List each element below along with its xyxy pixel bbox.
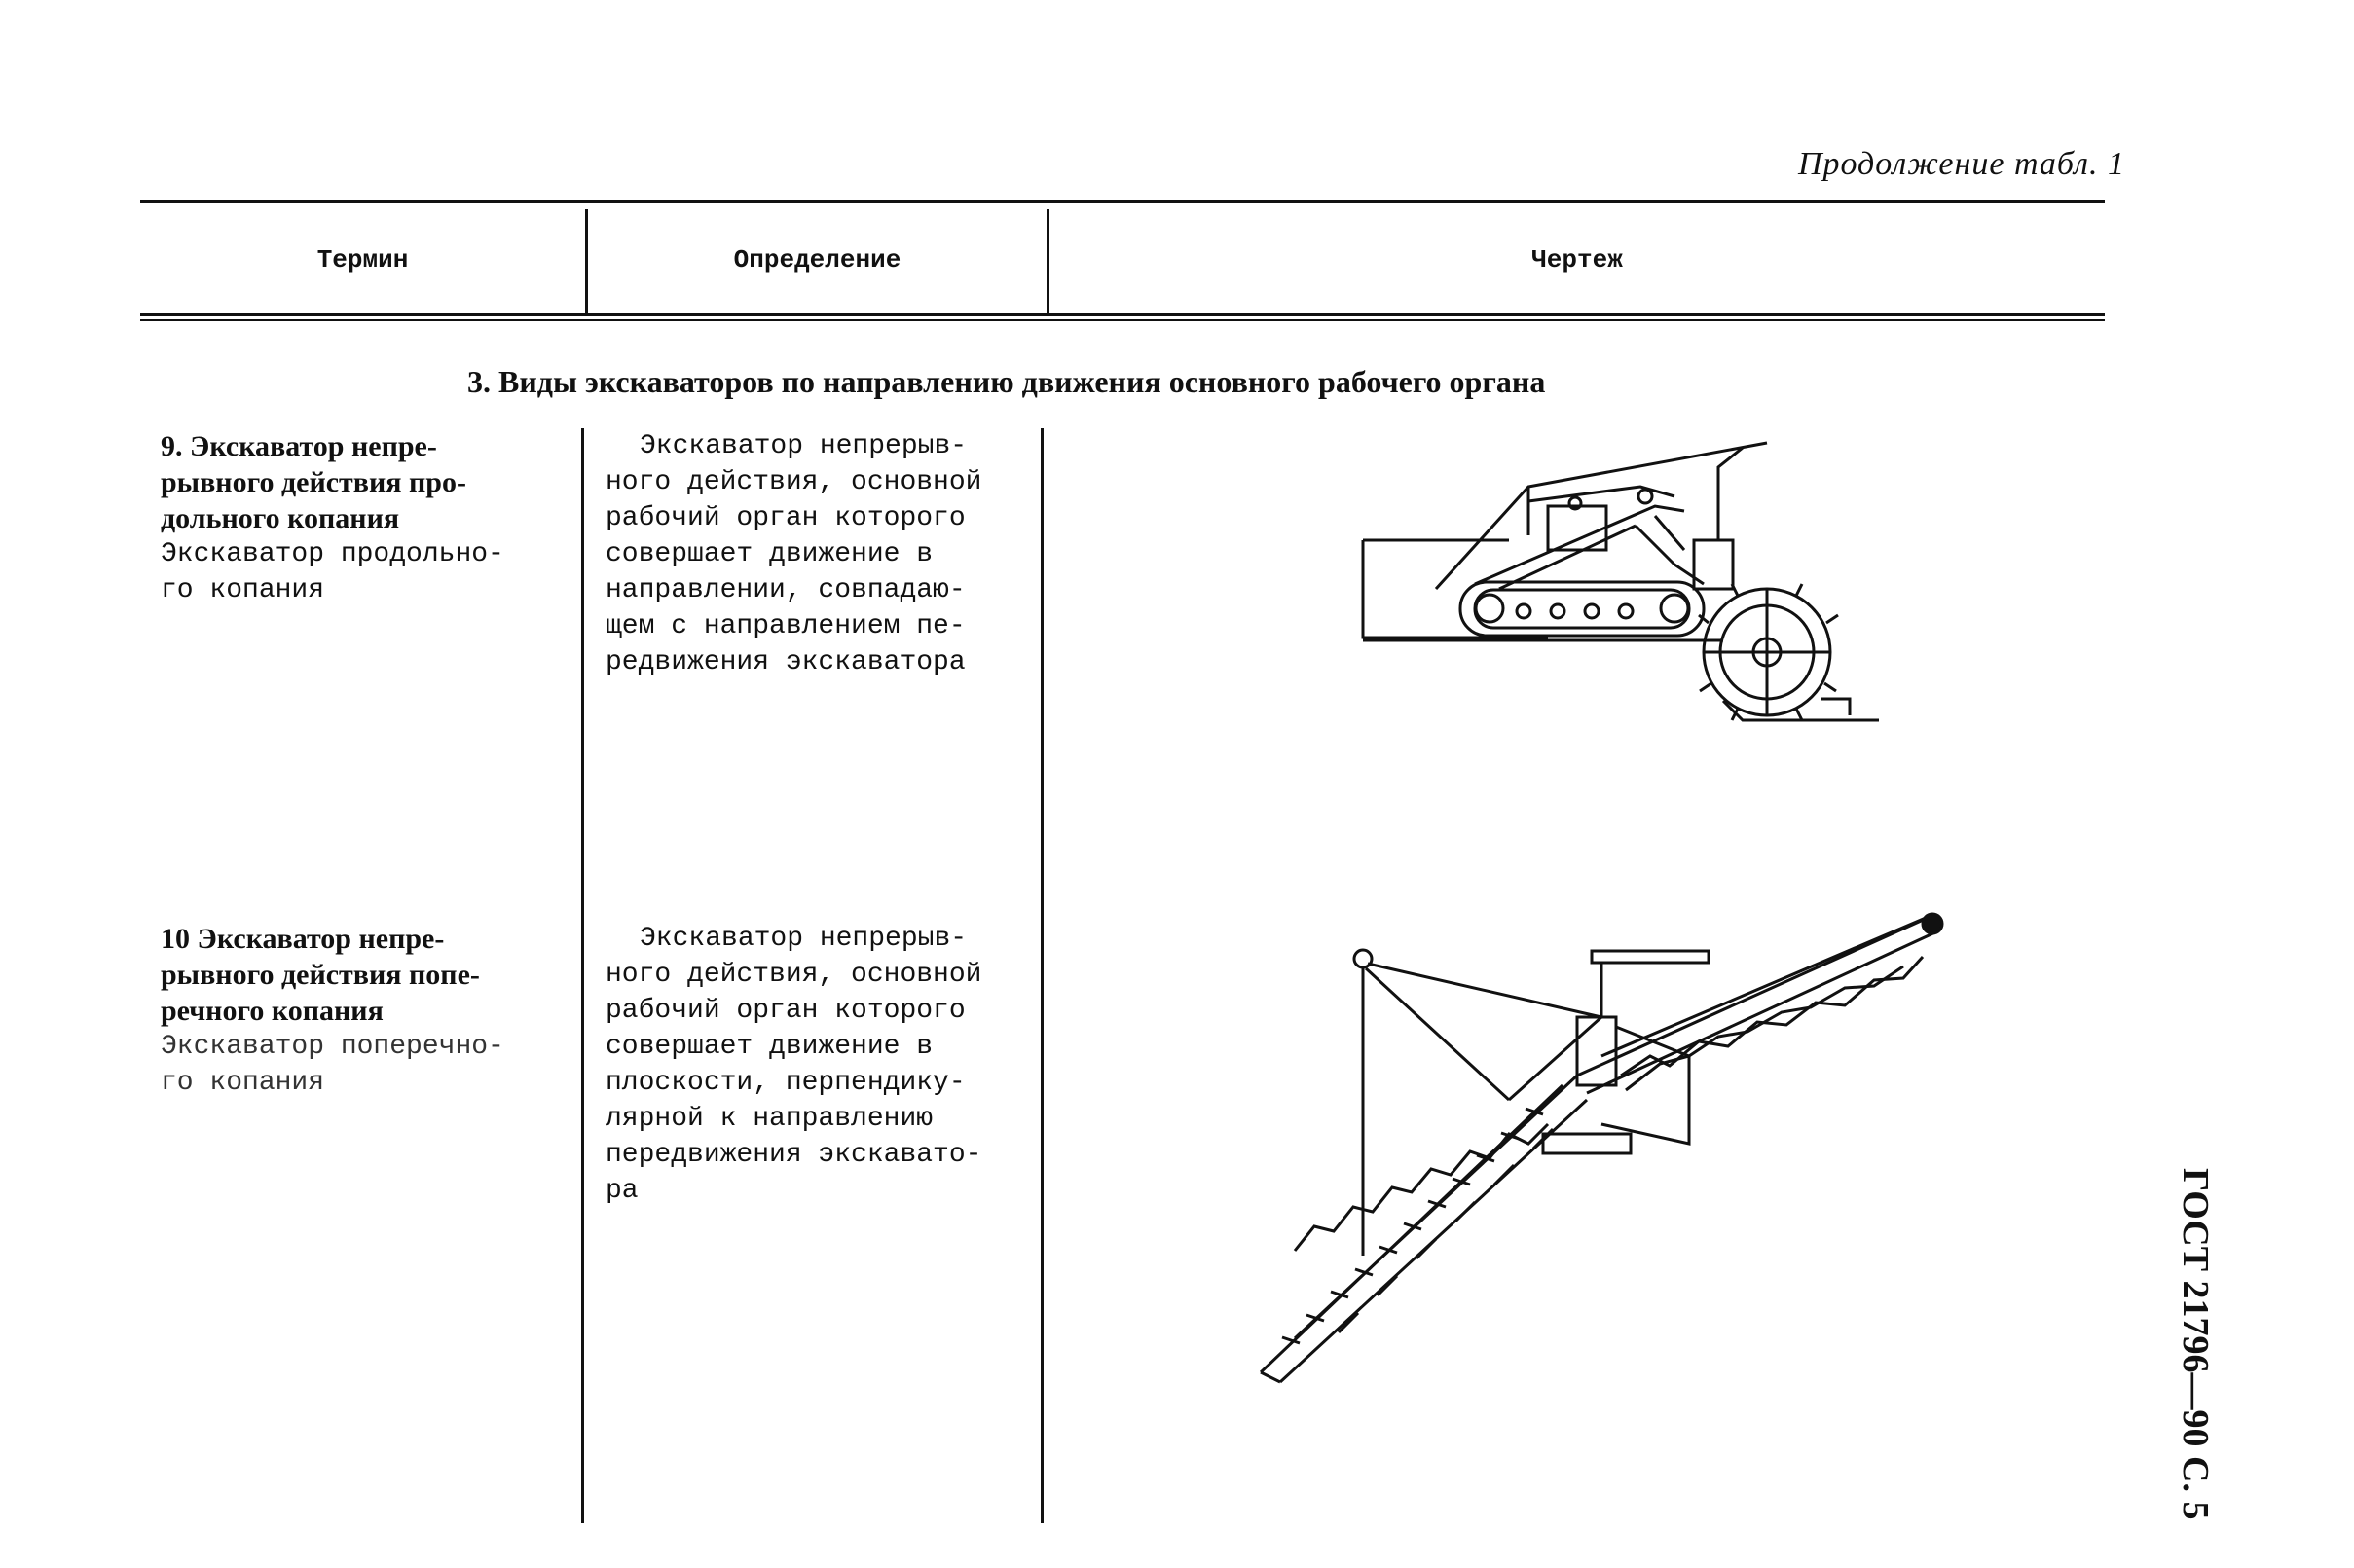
definition-9-line-7: редвижения экскаватора bbox=[606, 647, 966, 677]
table-header-bottom-rule bbox=[140, 313, 2105, 316]
standard-reference bbox=[2166, 1168, 2225, 1548]
term-9-line-2: рывного действия про- bbox=[161, 466, 466, 498]
term-10 bbox=[161, 921, 555, 1101]
definition-10-line-5: плоскости, перпендику- bbox=[606, 1068, 966, 1098]
definition-10 bbox=[606, 921, 1019, 1209]
term-10-synonym-line-1: Экскаватор поперечно- bbox=[161, 1032, 504, 1062]
body-separator-2 bbox=[1041, 428, 1044, 1523]
definition-9 bbox=[606, 428, 1019, 680]
definition-9-line-1: Экскаватор непрерыв- bbox=[640, 431, 968, 461]
term-10-synonym-line-2: го копания bbox=[161, 1068, 325, 1098]
table-header-bottom-rule-2 bbox=[140, 319, 2105, 321]
term-9-synonym-line-2: го копания bbox=[161, 575, 325, 605]
term-10-line-1: 10 Экскаватор непре- bbox=[161, 923, 445, 955]
column-header-drawing: Чертеж bbox=[1531, 245, 1623, 274]
definition-10-line-8: ра bbox=[606, 1176, 639, 1206]
term-10-line-3: речного копания bbox=[161, 995, 384, 1027]
column-header-definition: Определение bbox=[733, 245, 901, 274]
column-header-term: Термин bbox=[316, 245, 409, 274]
definition-9-line-2: ного действия, основной bbox=[606, 467, 982, 497]
term-10-line-2: рывного действия попе- bbox=[161, 959, 480, 991]
definition-9-line-4: совершает движение в bbox=[606, 539, 934, 569]
section-title: 3. Виды экскаваторов по направлению движения основного рабочего органа bbox=[467, 364, 1546, 399]
definition-10-line-6: лярной к направлению bbox=[606, 1104, 934, 1134]
definition-10-line-4: совершает движение в bbox=[606, 1032, 934, 1062]
term-9-line-3: дольного копания bbox=[161, 502, 400, 534]
table-top-rule bbox=[140, 200, 2105, 203]
definition-9-line-3: рабочий орган которого bbox=[606, 503, 966, 533]
definition-10-line-3: рабочий орган которого bbox=[606, 996, 966, 1026]
standard-reference-text: ГОСТ 21796—90 С. 5 bbox=[2175, 1168, 2216, 1520]
transverse-excavator-drawing bbox=[1251, 910, 1962, 1397]
continuation-label: Продолжение табл. 1 bbox=[1797, 146, 2125, 182]
definition-10-line-2: ного действия, основной bbox=[606, 960, 982, 990]
term-9-line-1: 9. Экскаватор непре- bbox=[161, 430, 437, 462]
definition-10-line-7: передвижения экскавато- bbox=[606, 1140, 982, 1170]
term-9-synonym-line-1: Экскаватор продольно- bbox=[161, 539, 504, 569]
term-9 bbox=[161, 428, 555, 608]
definition-10-line-1: Экскаватор непрерыв- bbox=[640, 924, 968, 954]
definition-9-line-5: направлении, совпадаю- bbox=[606, 575, 966, 605]
body-separator-1 bbox=[581, 428, 584, 1523]
definition-9-line-6: щем с направлением пе- bbox=[606, 611, 966, 641]
longitudinal-excavator-drawing bbox=[1353, 428, 1898, 730]
